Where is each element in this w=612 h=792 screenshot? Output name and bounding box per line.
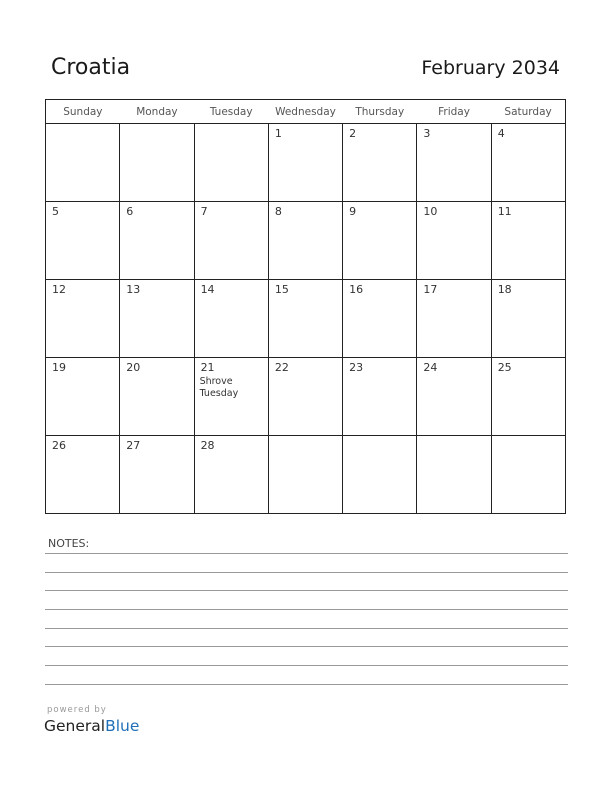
week-row [46,436,566,514]
holiday-label: Shrove Tuesday [199,376,239,399]
day-number [269,436,342,439]
day-cell [46,436,120,514]
day-cell [194,280,268,358]
day-cell [120,280,194,358]
day-number: 18 [497,283,512,296]
day-cell [194,202,268,280]
day-cell [343,124,417,202]
day-number: 14 [200,283,215,296]
day-number: 27 [126,439,141,452]
day-cell [343,436,417,514]
weekday-header: Thursday [343,100,417,124]
notes-line [45,590,568,591]
day-number: 16 [349,283,364,296]
day-cell [343,358,417,436]
weekday-header: Sunday [46,100,120,124]
notes-line [45,665,568,666]
day-number: 8 [274,205,282,218]
day-number: 26 [52,439,66,452]
day-cell [491,280,565,358]
weekday-header: Monday [120,100,194,124]
day-cell [120,124,194,202]
day-cell [46,202,120,280]
day-cell [46,280,120,358]
day-cell [491,202,565,280]
month-title: February 2034 [421,57,560,79]
notes-line [45,553,568,554]
day-number: 23 [349,361,364,374]
day-cell [120,436,194,514]
day-cell [491,358,565,436]
day-number: 13 [126,283,141,296]
day-cell [46,124,120,202]
day-cell [417,202,491,280]
generalblue-logo[interactable] [44,717,139,735]
day-cell [417,124,491,202]
day-cell [417,280,491,358]
day-cell [120,358,194,436]
weekday-header: Saturday [491,100,565,124]
country-title: Croatia [51,55,131,80]
weekday-header-row [46,100,566,124]
day-number [195,124,268,127]
day-number: 17 [423,283,438,296]
day-number [417,436,490,439]
day-number: 24 [423,361,438,374]
day-cell [343,280,417,358]
notes-label: NOTES: [48,537,90,550]
day-cell [268,124,342,202]
day-number [120,124,193,127]
weekday-header: Tuesday [194,100,268,124]
day-number: 5 [52,205,59,218]
week-row [46,358,566,436]
notes-line [45,572,568,573]
powered-by-text: powered by [47,705,107,715]
day-cell [268,202,342,280]
day-number [343,436,416,439]
day-number: 22 [274,361,289,374]
day-cell [268,358,342,436]
weekday-header: Friday [417,100,491,124]
weekday-header: Wednesday [268,100,342,124]
notes-line [45,628,568,629]
day-number: 28 [200,439,215,452]
day-cell [417,358,491,436]
day-number: 3 [423,127,431,140]
notes-line [45,684,568,685]
brand-blue: Blue [105,717,140,735]
calendar-grid [45,99,566,514]
day-cell [491,436,565,514]
day-cell [194,124,268,202]
day-number: 12 [52,283,66,296]
day-cell [491,124,565,202]
day-cell [343,202,417,280]
brand-general: General [44,717,106,735]
day-number [492,436,565,439]
day-number: 1 [274,127,282,140]
week-row [46,124,566,202]
week-row [46,280,566,358]
day-number: 7 [200,205,208,218]
notes-line [45,609,568,610]
day-cell [194,436,268,514]
day-number: 4 [497,127,505,140]
day-cell [268,280,342,358]
day-cell [46,358,120,436]
day-cell [194,358,268,436]
day-cell [120,202,194,280]
day-number: 2 [349,127,357,140]
day-cell [268,436,342,514]
day-number: 15 [274,283,289,296]
day-number: 21 [200,361,215,374]
day-number: 6 [126,205,134,218]
day-number: 9 [349,205,357,218]
day-number: 11 [497,205,512,218]
week-row [46,202,566,280]
day-number: 20 [126,361,141,374]
day-number: 10 [423,205,438,218]
day-cell [417,436,491,514]
day-number: 19 [52,361,66,374]
notes-line [45,646,568,647]
day-number [46,124,119,127]
day-number: 25 [497,361,512,374]
